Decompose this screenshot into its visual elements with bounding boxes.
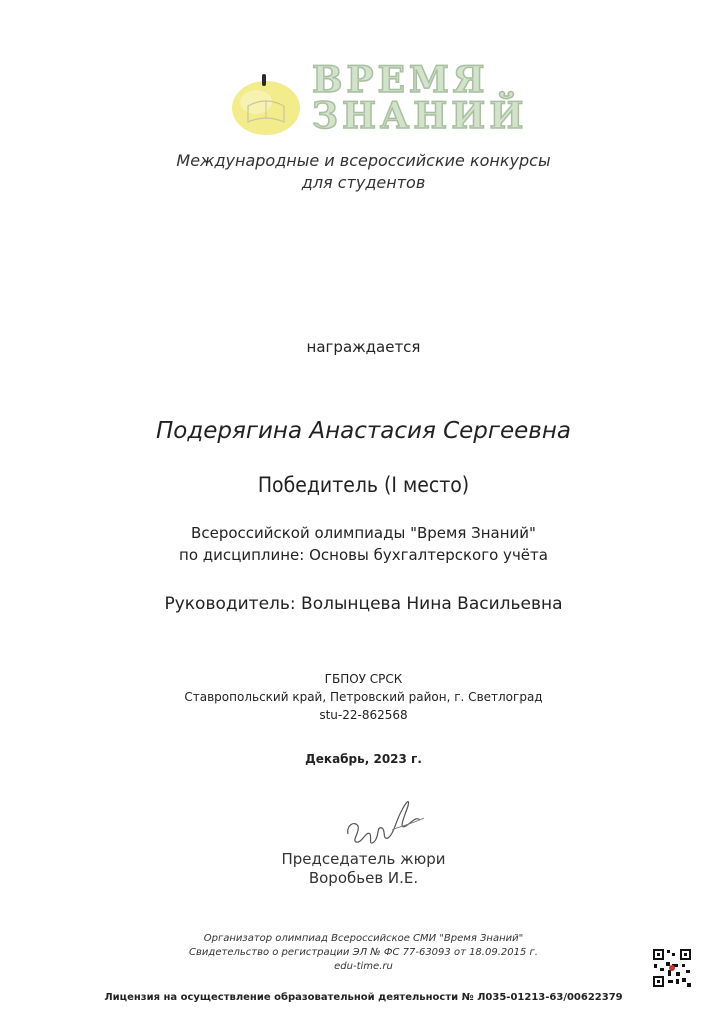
organization-name: ГБПОУ СРСК — [324, 672, 403, 686]
jury-chair — [0, 850, 727, 888]
license-info: Лицензия на осуществление образовательной деятельности № Л035-01213-63/00622379 — [104, 992, 623, 1003]
publisher-website: edu-time.ru — [334, 961, 393, 972]
certificate-date: Декабрь, 2023 г. — [305, 752, 422, 766]
olympiad-line-2: по дисциплине: Основы бухгалтерского учёта — [179, 546, 548, 564]
organization-block — [0, 670, 727, 724]
awarded-label: награждается — [306, 338, 421, 356]
organization-code: stu-22-862568 — [319, 708, 408, 722]
tagline-line-1: Международные и всероссийские конкурсы — [176, 151, 551, 170]
brand-logo — [226, 58, 528, 148]
organization-address: Ставропольский край, Петровский район, г. Светлоград — [184, 690, 543, 704]
award-place: Победитель (I место) — [257, 473, 470, 497]
logo-word-time: ВРЕМЯ — [312, 59, 489, 101]
olympiad-line-1: Всероссийской олимпиады "Время Знаний" — [191, 524, 536, 542]
publisher-info — [0, 932, 727, 974]
logo-word-knowledge: ЗНАНИЙ — [312, 95, 528, 137]
tagline-line-2: для студентов — [301, 173, 426, 192]
jury-chair-title: Председатель жюри — [281, 850, 446, 868]
publisher-line-1: Организатор олимпиад Всероссийское СМИ "Время Знаний" — [203, 933, 524, 944]
publisher-line-2: Свидетельство о регистрации ЭЛ № ФС 77-63093 от 18.09.2015 г. — [189, 947, 538, 958]
supervisor: Руководитель: Волынцева Нина Васильевна — [164, 594, 563, 614]
qr-code-icon — [652, 948, 692, 988]
tagline — [0, 150, 727, 194]
recipient-name: Подерягина Анастасия Сергеевна — [156, 418, 571, 444]
apple-book-icon — [226, 66, 306, 138]
jury-chair-name: Воробьев И.Е. — [308, 869, 419, 887]
olympiad-description — [0, 522, 727, 566]
signature-image — [336, 790, 436, 854]
